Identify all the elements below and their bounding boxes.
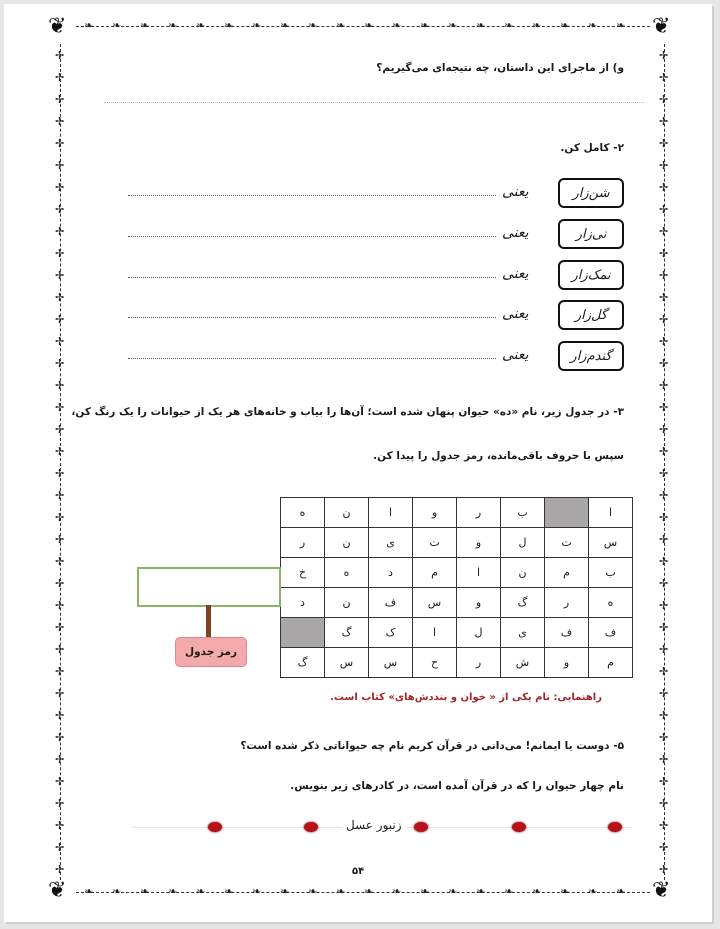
section-3-instruction-line1: ۳- در جدول زیر، نام «ده» حیوان پنهان شده است؛ آن‌ها را بیاب و خانه‌های هر یک از حیوانات را یک رنگ کن، (71, 406, 624, 418)
word-box: گل‌زار (558, 300, 624, 330)
grid-cell[interactable]: ل (457, 618, 501, 648)
ornament-icon: ✢ (55, 49, 65, 62)
ornament-icon: ✢ (659, 643, 669, 656)
ornament-icon: ❧ (392, 19, 402, 32)
ornament-icon: ❧ (308, 885, 318, 898)
answer-dotted-line[interactable] (128, 317, 496, 318)
grid-cell[interactable]: ا (589, 498, 633, 528)
ornament-icon: ✢ (55, 181, 65, 194)
bead-icon (208, 822, 222, 832)
grid-cell[interactable] (281, 618, 325, 648)
ornament-icon: ✢ (659, 775, 669, 788)
ornament-icon: ✢ (55, 291, 65, 304)
ornament-icon: ✢ (659, 863, 669, 876)
ornament-icon: ❧ (252, 19, 262, 32)
grid-cell[interactable]: ن (325, 588, 369, 618)
page-number: ۵۴ (352, 866, 365, 877)
grid-cell[interactable]: گ (501, 588, 545, 618)
ornament-icon: ❧ (364, 885, 374, 898)
ornament-icon: ✢ (55, 445, 65, 458)
grid-row (281, 618, 633, 648)
ornament-icon: ❧ (252, 885, 262, 898)
ornament-icon: ✢ (55, 269, 65, 282)
grid-row (281, 648, 633, 678)
ornament-icon: ❧ (420, 885, 430, 898)
ornament-icon: ❧ (532, 885, 542, 898)
grid-row (281, 498, 633, 528)
ornament-icon: ✢ (659, 137, 669, 150)
ornament-icon: ❧ (224, 885, 234, 898)
code-label: رمز جدول (175, 637, 247, 667)
ornament-icon: ✢ (55, 203, 65, 216)
ornament-icon: ✢ (659, 709, 669, 722)
ornament-icon: ❧ (140, 885, 150, 898)
ornament-icon: ✢ (55, 335, 65, 348)
word-box: نمک‌زار (558, 260, 624, 290)
ornament-icon: ✢ (659, 203, 669, 216)
ornament-icon: ✢ (55, 467, 65, 480)
ornament-icon: ❧ (588, 885, 598, 898)
grid-cell[interactable]: ش (501, 648, 545, 678)
ornament-icon: ✢ (659, 291, 669, 304)
ornament-icon: ❧ (476, 885, 486, 898)
grid-cell[interactable]: ی (369, 528, 413, 558)
ornament-icon: ❧ (476, 19, 486, 32)
ornament-icon: ❧ (280, 885, 290, 898)
ornament-icon: ❧ (308, 19, 318, 32)
ornament-icon: ❧ (504, 19, 514, 32)
ornament-icon: ✢ (55, 621, 65, 634)
corner-ornament-icon: ❦ (652, 14, 671, 39)
ornament-icon: ✢ (659, 489, 669, 502)
grid-row (281, 528, 633, 558)
ornament-icon: ✢ (55, 511, 65, 524)
ornament-icon: ✢ (659, 115, 669, 128)
grid-cell[interactable]: د (369, 558, 413, 588)
answer-dotted-line[interactable] (128, 277, 496, 278)
answer-line[interactable] (104, 102, 644, 103)
ornament-icon: ❧ (336, 19, 346, 32)
ornament-icon: ✢ (55, 687, 65, 700)
ornament-icon: ❧ (616, 19, 626, 32)
corner-ornament-icon: ❦ (48, 878, 67, 903)
ornament-icon: ❧ (364, 19, 374, 32)
ornament-icon: ❧ (420, 19, 430, 32)
ornament-icon: ✢ (55, 709, 65, 722)
ornament-icon: ❧ (448, 885, 458, 898)
grid-cell[interactable]: م (589, 648, 633, 678)
connector-label: یعنی (502, 225, 529, 241)
ornament-icon: ✢ (659, 621, 669, 634)
grid-cell[interactable]: ب (501, 498, 545, 528)
ornament-icon: ✢ (55, 423, 65, 436)
grid-cell[interactable]: ه (589, 588, 633, 618)
ornament-icon: ✢ (55, 731, 65, 744)
ornament-icon: ✢ (659, 247, 669, 260)
example-animal: زنبور عسل (342, 818, 406, 832)
ornament-icon: ✢ (55, 533, 65, 546)
ornament-icon: ✢ (55, 247, 65, 260)
grid-cell[interactable]: س (325, 648, 369, 678)
ornament-icon: ❧ (168, 885, 178, 898)
answer-dotted-line[interactable] (128, 236, 496, 237)
section-5-question: ۵- دوست یا ایمانم! می‌دانی در قرآن کریم نام چه حیواناتی ذکر شده است؟ (240, 740, 624, 752)
grid-cell[interactable]: ا (457, 558, 501, 588)
ornament-icon: ❧ (112, 885, 122, 898)
grid-cell[interactable]: ن (501, 558, 545, 588)
grid-cell[interactable]: خ (281, 558, 325, 588)
grid-cell[interactable]: ن (325, 498, 369, 528)
ornament-icon: ✢ (659, 93, 669, 106)
grid-cell[interactable]: ر (281, 528, 325, 558)
ornament-icon: ✢ (659, 401, 669, 414)
ornament-icon: ✢ (55, 841, 65, 854)
ornament-icon: ✢ (55, 357, 65, 370)
grid-cell[interactable]: د (281, 588, 325, 618)
grid-cell[interactable]: ف (589, 618, 633, 648)
grid-cell[interactable]: ت (413, 528, 457, 558)
ornament-icon: ✢ (659, 599, 669, 612)
ornament-icon: ✢ (55, 753, 65, 766)
hint-text: راهنمایی: نام یکی از « خوان و بنددش‌های» کتاب است. (330, 692, 602, 703)
grid-cell[interactable]: ن (325, 528, 369, 558)
grid-cell[interactable]: س (413, 588, 457, 618)
ornament-icon: ❧ (168, 19, 178, 32)
ornament-icon: ❧ (112, 19, 122, 32)
grid-cell[interactable]: ر (545, 588, 589, 618)
grid-cell[interactable] (545, 498, 589, 528)
grid-cell[interactable]: ح (413, 648, 457, 678)
ornament-icon: ✢ (659, 577, 669, 590)
ornament-icon: ✢ (55, 643, 65, 656)
ornament-icon: ✢ (659, 159, 669, 172)
ornament-icon: ✢ (55, 379, 65, 392)
ornament-icon: ❧ (84, 19, 94, 32)
ornament-icon: ✢ (659, 797, 669, 810)
grid-cell[interactable]: ف (369, 588, 413, 618)
grid-cell[interactable]: ا (369, 498, 413, 528)
ornament-icon: ❧ (616, 885, 626, 898)
ornament-icon: ❧ (448, 19, 458, 32)
ornament-icon: ✢ (659, 511, 669, 524)
ornament-icon: ✢ (55, 863, 65, 876)
worksheet-page (4, 4, 712, 922)
word-box: نی‌زار (558, 219, 624, 249)
ornament-icon: ✢ (659, 731, 669, 744)
ornament-icon: ✢ (55, 115, 65, 128)
ornament-icon: ✢ (659, 467, 669, 480)
ornament-icon: ✢ (55, 401, 65, 414)
connector-label: یعنی (502, 306, 529, 322)
bead-icon (512, 822, 526, 832)
section-5-instruction: نام چهار حیوان را که در قرآن آمده است، در کادرهای زیر بنویس. (290, 780, 624, 792)
ornament-icon: ✢ (55, 489, 65, 502)
grid-cell[interactable]: ر (457, 498, 501, 528)
word-box: گندم‌زار (558, 341, 624, 371)
ornament-icon: ✢ (659, 445, 669, 458)
ornament-icon: ✢ (55, 819, 65, 832)
ornament-icon: ✢ (55, 137, 65, 150)
ornament-icon: ✢ (659, 335, 669, 348)
ornament-icon: ✢ (659, 357, 669, 370)
ornament-icon: ✢ (659, 687, 669, 700)
grid-cell[interactable]: ک (369, 618, 413, 648)
ornament-icon: ✢ (659, 423, 669, 436)
answer-dotted-line[interactable] (128, 358, 496, 359)
ornament-icon: ✢ (659, 225, 669, 238)
ornament-icon: ✢ (55, 555, 65, 568)
word-box: شن‌زار (558, 178, 624, 208)
bead-icon (608, 822, 622, 832)
connector-label: یعنی (502, 266, 529, 282)
ornament-icon: ❧ (196, 885, 206, 898)
grid-cell[interactable]: س (369, 648, 413, 678)
ornament-icon: ✢ (55, 577, 65, 590)
ornament-icon: ✢ (55, 313, 65, 326)
ornament-icon: ✢ (659, 533, 669, 546)
grid-cell[interactable]: ب (589, 558, 633, 588)
ornament-icon: ❧ (588, 19, 598, 32)
answer-dotted-line[interactable] (128, 195, 496, 196)
connector-label: یعنی (502, 184, 529, 200)
grid-row (281, 558, 633, 588)
grid-cell[interactable]: ف (545, 618, 589, 648)
bead-icon (304, 822, 318, 832)
section-3-instruction-line2: سپس با حروف باقی‌مانده، رمز جدول را پیدا کن. (373, 450, 624, 462)
ornament-icon: ✢ (55, 775, 65, 788)
grid-cell[interactable]: ه (325, 558, 369, 588)
ornament-icon: ❧ (336, 885, 346, 898)
ornament-icon: ✢ (659, 71, 669, 84)
connector-label: یعنی (502, 347, 529, 363)
ornament-icon: ✢ (55, 159, 65, 172)
grid-cell[interactable]: و (457, 588, 501, 618)
code-answer-box[interactable] (137, 567, 281, 607)
corner-ornament-icon: ❦ (48, 14, 67, 39)
ornament-icon: ✢ (659, 379, 669, 392)
grid-cell[interactable]: ت (545, 528, 589, 558)
ornament-icon: ✢ (55, 797, 65, 810)
grid-cell[interactable]: گ (325, 618, 369, 648)
grid-cell[interactable]: ی (501, 618, 545, 648)
ornament-icon: ✢ (659, 555, 669, 568)
grid-cell[interactable]: ه (281, 498, 325, 528)
ornament-icon: ❧ (560, 885, 570, 898)
letter-grid (280, 497, 633, 678)
ornament-icon: ❧ (560, 19, 570, 32)
ornament-icon: ❧ (532, 19, 542, 32)
ornament-icon: ❧ (196, 19, 206, 32)
grid-cell[interactable]: ا (413, 618, 457, 648)
grid-cell[interactable]: س (589, 528, 633, 558)
ornament-icon: ✢ (659, 753, 669, 766)
ornament-icon: ✢ (659, 49, 669, 62)
grid-cell[interactable]: و (457, 528, 501, 558)
ornament-icon: ✢ (659, 269, 669, 282)
ornament-icon: ❧ (392, 885, 402, 898)
corner-ornament-icon: ❦ (652, 878, 671, 903)
sign-post (206, 605, 211, 637)
grid-cell[interactable]: گ (281, 648, 325, 678)
grid-cell[interactable]: م (545, 558, 589, 588)
grid-row (281, 588, 633, 618)
ornament-icon: ✢ (55, 665, 65, 678)
grid-cell[interactable]: و (545, 648, 589, 678)
ornament-icon: ✢ (659, 181, 669, 194)
ornament-icon: ❧ (84, 885, 94, 898)
ornament-icon: ✢ (659, 819, 669, 832)
ornament-icon: ✢ (659, 665, 669, 678)
grid-cell[interactable]: م (413, 558, 457, 588)
ornament-icon: ❧ (280, 19, 290, 32)
grid-cell[interactable]: و (413, 498, 457, 528)
ornament-icon: ✢ (659, 841, 669, 854)
question-conclusion: و) از ماجرای این داستان، چه نتیجه‌ای می‌گیریم؟ (376, 62, 624, 74)
ornament-icon: ✢ (55, 599, 65, 612)
ornament-icon: ✢ (55, 225, 65, 238)
grid-cell[interactable]: ل (501, 528, 545, 558)
ornament-icon: ✢ (659, 313, 669, 326)
ornament-icon: ❧ (140, 19, 150, 32)
ornament-icon: ✢ (55, 93, 65, 106)
bead-icon (414, 822, 428, 832)
ornament-icon: ❧ (224, 19, 234, 32)
ornament-icon: ❧ (504, 885, 514, 898)
section-2-title: ۲- کامل کن. (560, 142, 624, 154)
grid-cell[interactable]: ر (457, 648, 501, 678)
ornament-icon: ✢ (55, 71, 65, 84)
